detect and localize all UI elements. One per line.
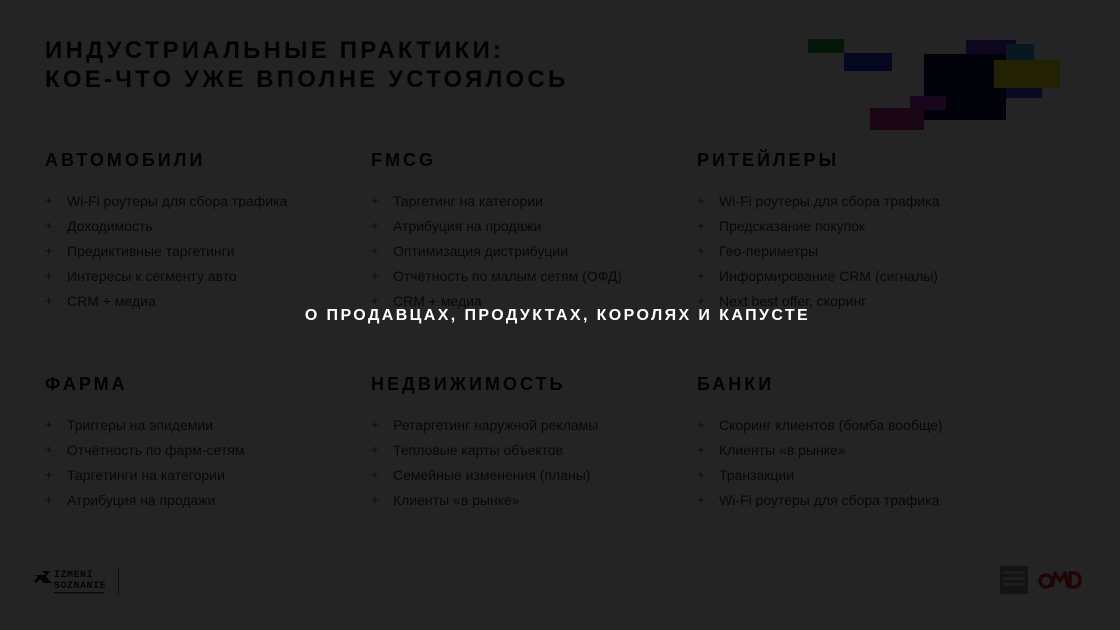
overlay-caption: О ПРОДАВЦАХ, ПРОДУКТАХ, КОРОЛЯХ И КАПУСТЕ xyxy=(304,307,811,324)
